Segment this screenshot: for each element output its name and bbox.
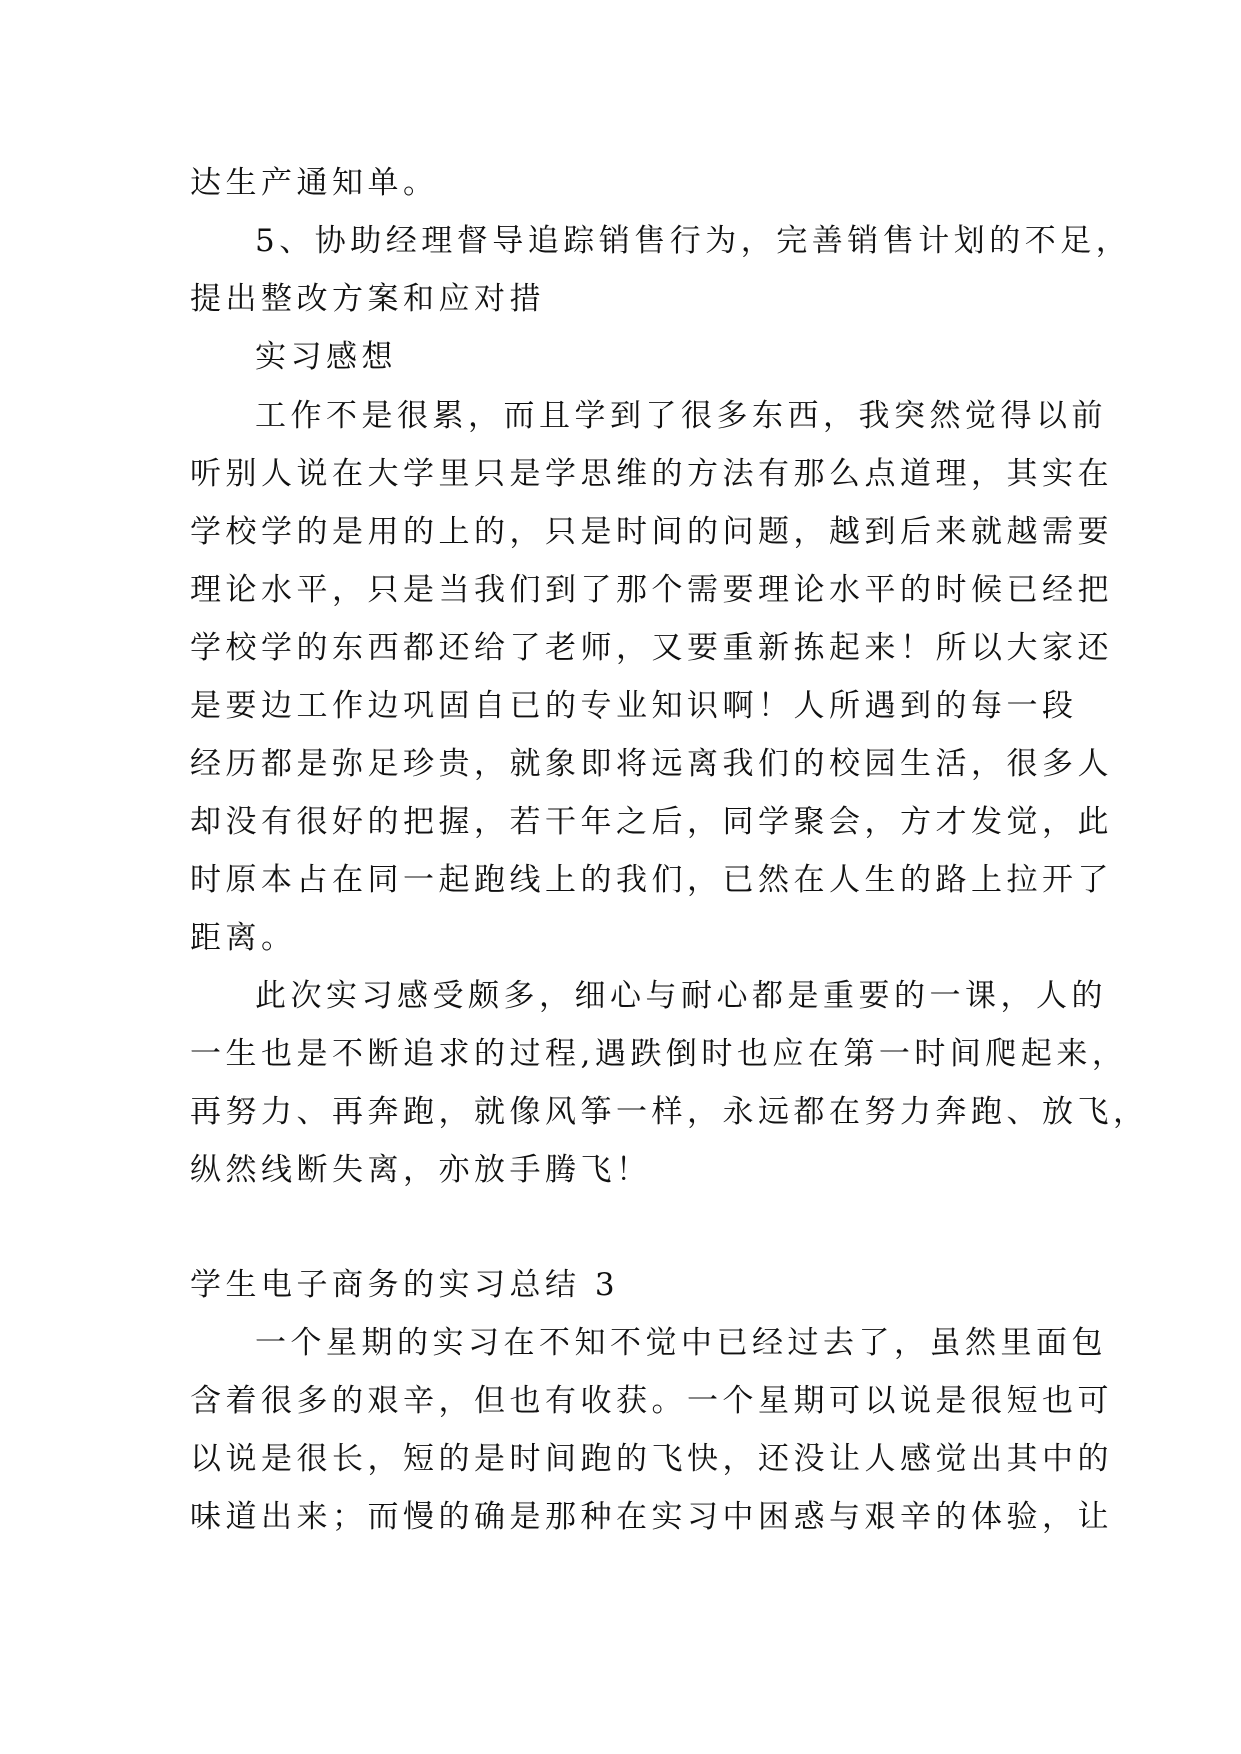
text-line: 距离。	[190, 920, 297, 956]
text-line: 达生产通知单。	[190, 165, 439, 201]
text-line: 纵然线断失离，亦放手腾飞！	[190, 1152, 652, 1188]
text-line: 是要边工作边巩固自已的专业知识啊！人所遇到的每一段	[190, 688, 1078, 724]
section-title: 学生电子商务的实习总结 3	[190, 1267, 620, 1303]
text-line: 以说是很长，短的是时间跑的飞快，还没让人感觉出其中的	[190, 1441, 1113, 1477]
text-line: 含着很多的艰辛，但也有收获。一个星期可以说是很短也可	[190, 1383, 1113, 1419]
text-line: 5、协助经理督导追踪销售行为，完善销售计划的不足，	[255, 223, 1132, 259]
text-line: 学校学的东西都还给了老师，又要重新拣起来！所以大家还	[190, 630, 1113, 666]
text-line: 一个星期的实习在不知不觉中已经过去了，虽然里面包	[255, 1325, 1107, 1361]
text-line: 一生也是不断追求的过程,遇跌倒时也应在第一时间爬起来，	[190, 1036, 1128, 1072]
text-line: 工作不是很累，而且学到了很多东西，我突然觉得以前	[255, 398, 1107, 434]
text-line: 理论水平，只是当我们到了那个需要理论水平的时候已经把	[190, 572, 1113, 608]
text-line: 味道出来；而慢的确是那种在实习中困惑与艰辛的体验，让	[190, 1499, 1113, 1535]
text-line: 时原本占在同一起跑线上的我们，已然在人生的路上拉开了	[190, 862, 1113, 898]
text-line: 此次实习感受颇多，细心与耐心都是重要的一课，人的	[255, 978, 1107, 1014]
text-line: 听别人说在大学里只是学思维的方法有那么点道理，其实在	[190, 456, 1113, 492]
text-line: 提出整改方案和应对措	[190, 281, 545, 317]
text-line: 再努力、再奔跑，就像风筝一样，永远都在努力奔跑、放飞，	[190, 1094, 1149, 1130]
section-heading: 实习感想	[255, 339, 397, 375]
text-line: 却没有很好的把握，若干年之后，同学聚会，方才发觉，此	[190, 804, 1113, 840]
text-line: 经历都是弥足珍贵，就象即将远离我们的校园生活，很多人	[190, 746, 1113, 782]
text-line: 学校学的是用的上的，只是时间的问题，越到后来就越需要	[190, 514, 1113, 550]
